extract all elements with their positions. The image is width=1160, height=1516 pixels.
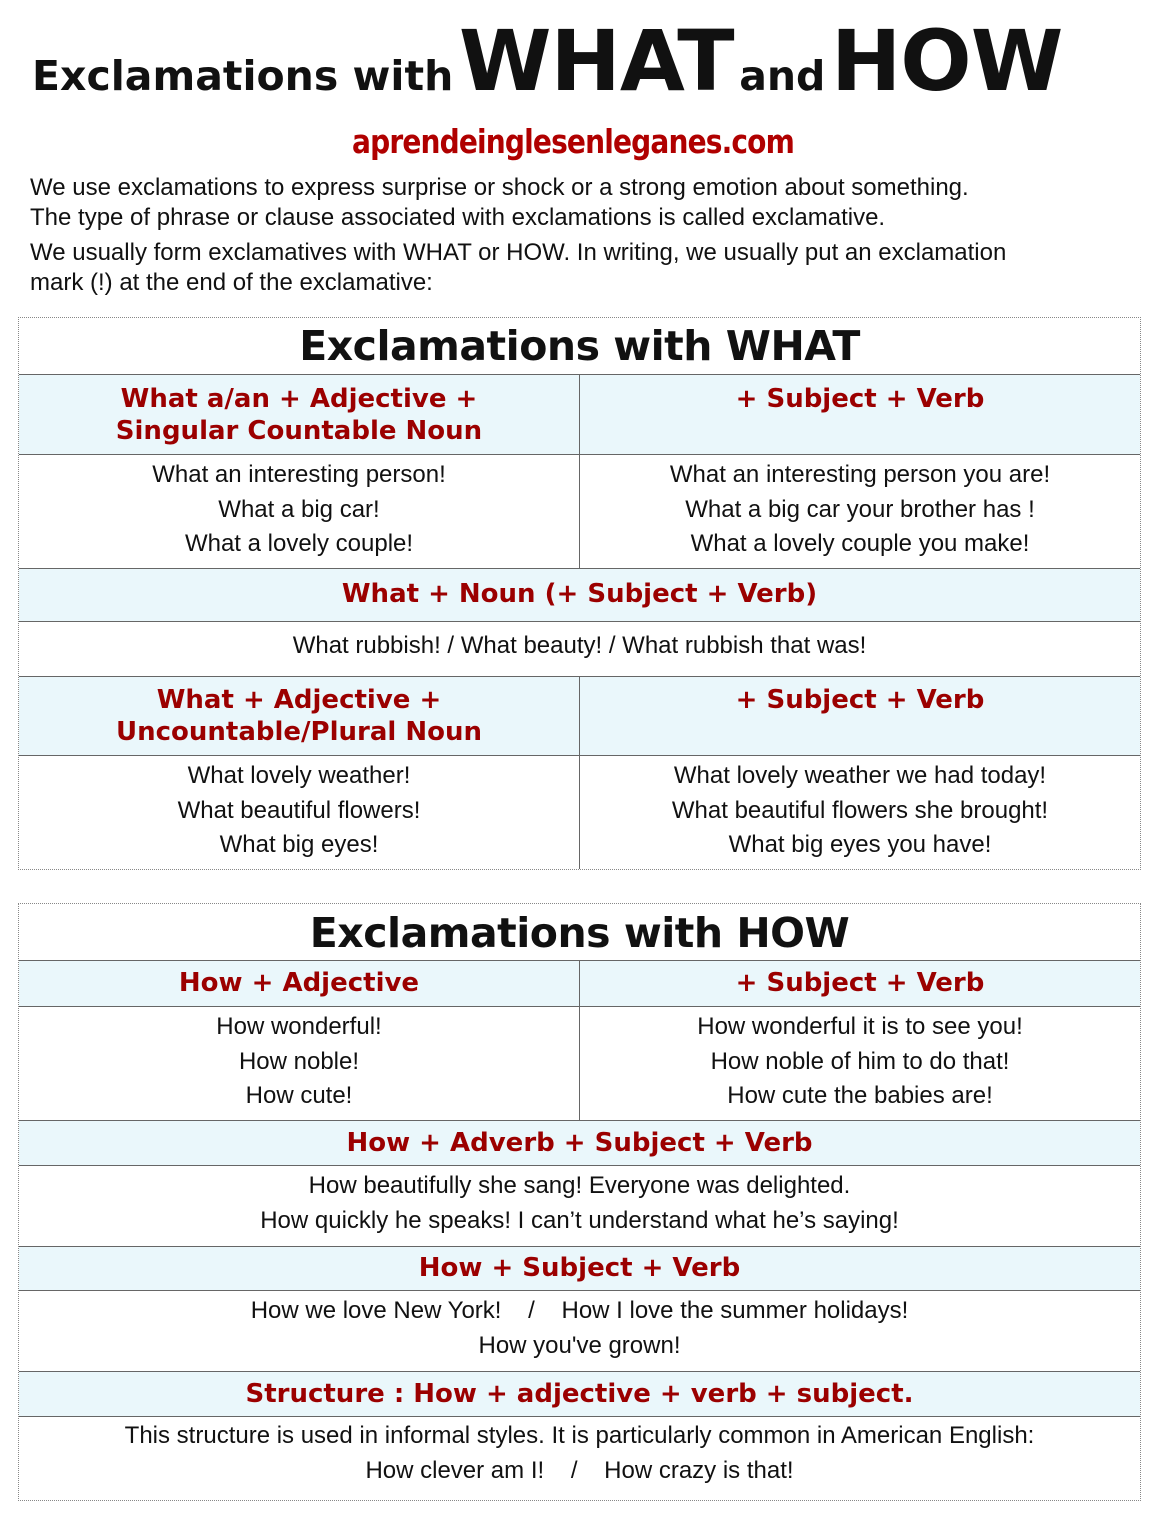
example-line: What lovely weather we had today! (673, 762, 1047, 789)
what-block1-examples-row (19, 454, 1140, 568)
how-block1-left-header: How + Adjective (178, 968, 420, 998)
example-line: What an interesting person! (152, 461, 446, 488)
page-title: Exclamations with WHAT and HOW (32, 12, 1063, 110)
how-block2-header: How + Adverb + Subject + Verb (346, 1128, 813, 1158)
what-section-heading: Exclamations with WHAT (299, 322, 860, 370)
example-line: What a lovely couple you make! (690, 530, 1030, 557)
example-line: How we love New York! / How I love the summer holidays! (250, 1297, 909, 1324)
how-block4-header: Structure : How + adjective + verb + subject. (245, 1379, 914, 1409)
what-block3-header-row (19, 676, 1140, 755)
example-line: What big eyes! (219, 831, 379, 858)
what-section-heading-row (19, 318, 1140, 374)
example-line: How noble! (238, 1047, 360, 1075)
what-block1-right-header: + Subject + Verb (735, 384, 985, 414)
how-block3-header-row (19, 1246, 1140, 1290)
example-line: How wonderful it is to see you! (697, 1013, 1023, 1040)
what-block3-right-header: + Subject + Verb (735, 685, 985, 715)
how-section-heading: Exclamations with HOW (309, 909, 850, 957)
example-line: What a lovely couple! (184, 530, 414, 557)
example-line: How you've grown! (478, 1331, 681, 1359)
intro-paragraph-1: We use exclamations to express surprise or shock or a strong emotion about something. The type of phrase or clause associated with exclamations is called exclamative. (30, 174, 969, 231)
what-block2-header-row (19, 568, 1140, 621)
what-block2-header: What + Noun (+ Subject + Verb) (341, 579, 818, 609)
how-block3-examples-row (19, 1290, 1140, 1371)
intro-paragraph-2: We usually form exclamatives with WHAT or HOW. In writing, we usually put an exclamation mark (!) at the end of the exclamative: (30, 239, 1007, 296)
how-block4-header-row (19, 1371, 1140, 1416)
how-block2-header-row (19, 1120, 1140, 1165)
what-block3-left-header: What + Adjective + (156, 685, 442, 715)
what-block1-header-row (19, 374, 1140, 454)
how-block1-header-row (19, 960, 1140, 1006)
how-section-heading-row (19, 904, 1140, 960)
how-block1-examples-row (19, 1006, 1140, 1120)
example-line: What rubbish! / What beauty! / What rubbish that was! (292, 632, 867, 659)
site-name: aprendeinglesenleganes.com (352, 122, 794, 161)
example-line: What a big car! (218, 495, 380, 523)
example-line: How cute the babies are! (727, 1082, 993, 1109)
example-line: What big eyes you have! (728, 831, 992, 858)
example-line: What lovely weather! (187, 762, 411, 789)
example-line: How quickly he speaks! I can’t understand what he’s saying! (260, 1206, 899, 1234)
how-block3-header: How + Subject + Verb (418, 1253, 741, 1283)
what-block3-examples-row (19, 755, 1140, 869)
how-section (18, 903, 1141, 1501)
example-line: What beautiful flowers she brought! (671, 796, 1049, 824)
what-section (18, 317, 1141, 870)
what-block1-left-header: What a/an + Adjective + (120, 384, 478, 414)
what-block3-left-header: Uncountable/Plural Noun (116, 717, 482, 747)
how-block4-examples-row (19, 1416, 1140, 1500)
example-line: How wonderful! (216, 1013, 382, 1040)
example-line: How clever am I! / How crazy is that! (365, 1456, 794, 1484)
example-line: What beautiful flowers! (177, 796, 421, 824)
example-line: This structure is used in informal styles. It is particularly common in American English: (124, 1422, 1035, 1449)
example-line: What an interesting person you are! (669, 461, 1051, 488)
example-line: How noble of him to do that! (710, 1047, 1010, 1075)
how-block2-examples-row (19, 1165, 1140, 1246)
example-line: How beautifully she sang! Everyone was delighted. (308, 1172, 851, 1199)
what-block2-examples-row (19, 621, 1140, 676)
example-line: What a big car your brother has ! (685, 495, 1035, 523)
example-line: How cute! (245, 1082, 353, 1109)
what-block1-left-header: Singular Countable Noun (115, 416, 483, 446)
how-block1-right-header: + Subject + Verb (735, 968, 985, 998)
